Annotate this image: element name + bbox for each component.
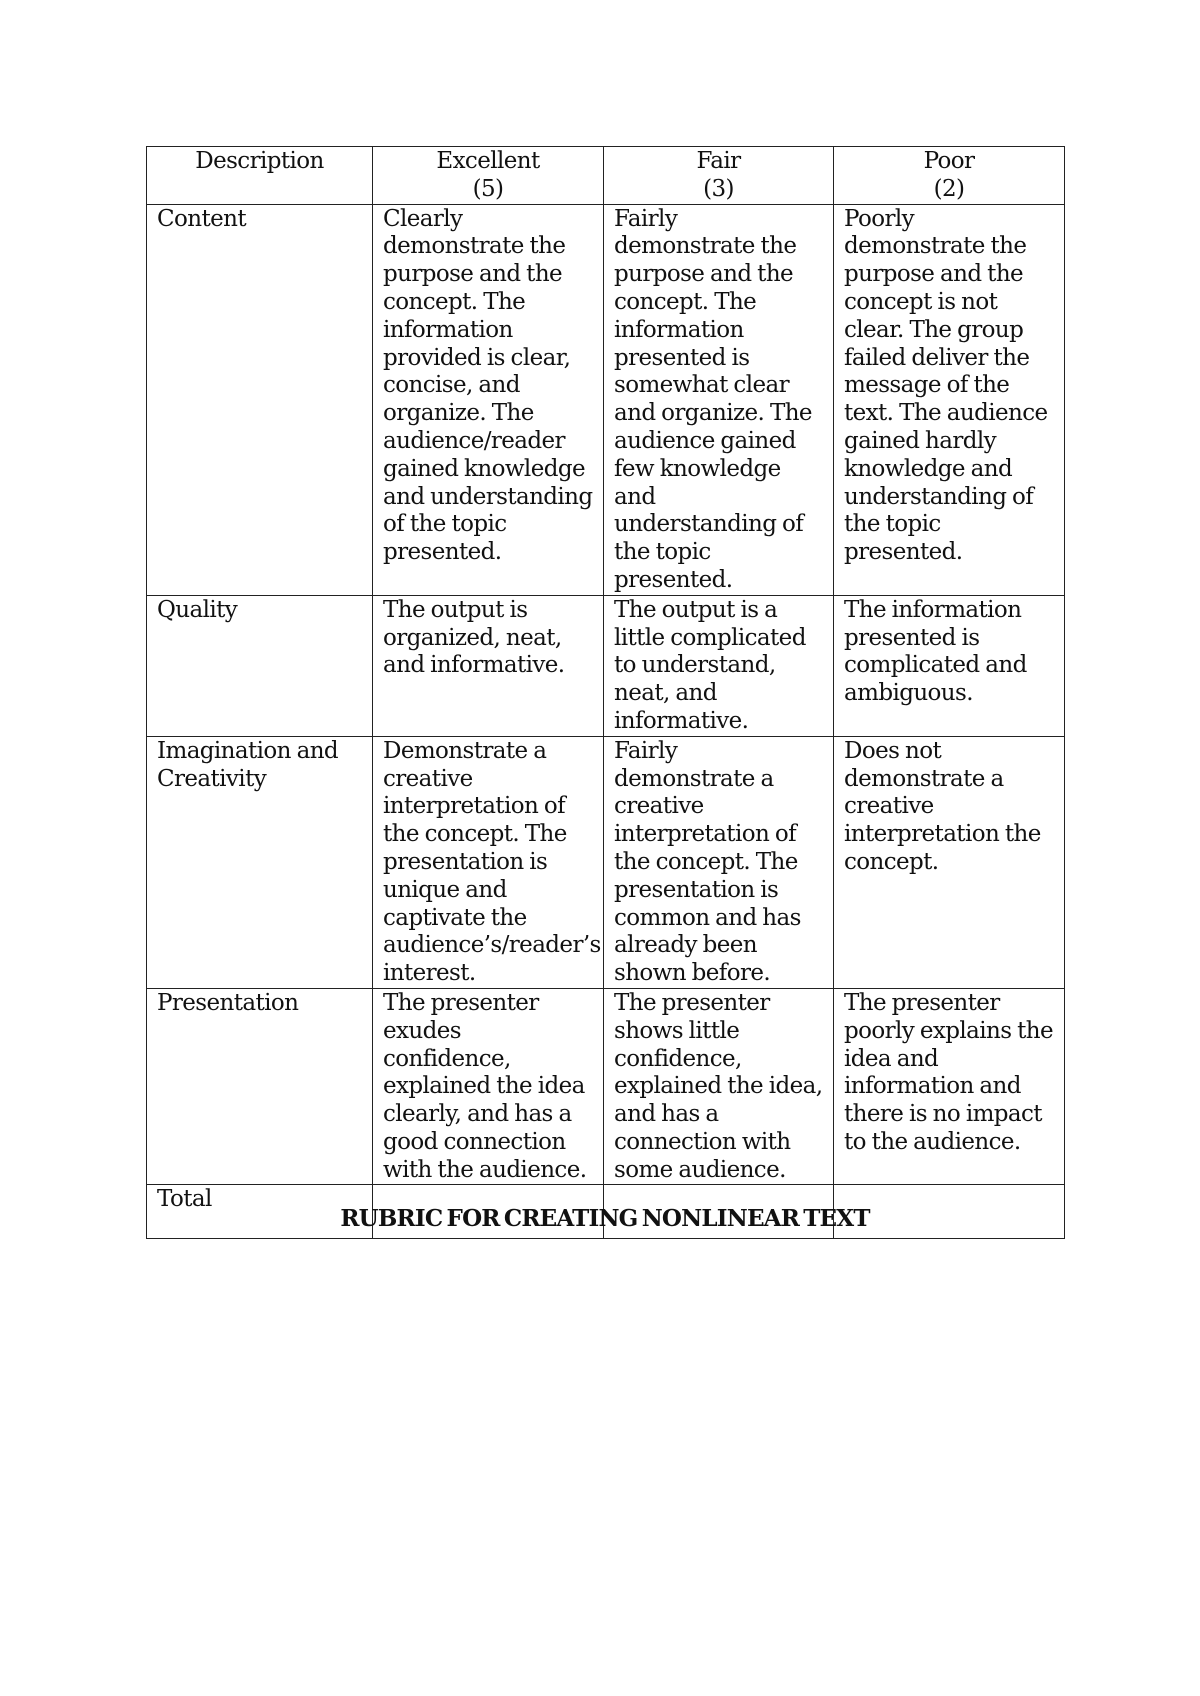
poor-cell: The presenter poorly explains the idea and information and there is no impact to the audience. [834,988,1065,1185]
total-label: Total [147,1185,373,1239]
excellent-cell: Demonstrate a creative interpretation of the concept. The presentation is unique and captivate the audience’s/reader’s interest. [373,736,604,988]
header-excellent-points: (5) [472,175,504,202]
fair-cell: The output is a little complicated to understand, neat, and informative. [604,595,834,736]
header-fair-points: (3) [703,175,734,202]
criterion-cell: Quality [147,595,373,736]
header-poor-label: Poor [923,148,975,174]
header-fair-label: Fair [696,148,741,174]
criterion-cell: Presentation [147,988,373,1185]
table-caption: RUBRIC FOR CREATING NONLINEAR TEXT [340,1205,870,1232]
rubric-table [146,146,1065,1239]
header-fair [604,147,834,205]
header-poor-points: (2) [933,175,965,202]
fair-cell: The presenter shows little confidence, explained the idea, and has a connection with some audience. [604,988,834,1185]
header-excellent [373,147,604,205]
poor-cell: The information presented is complicated and ambiguous. [834,595,1065,736]
excellent-cell: The output is organized, neat, and informative. [373,595,604,736]
excellent-cell: The presenter exudes confidence, explained the idea clearly, and has a good connection with the audience. [373,988,604,1185]
fair-cell: Fairly demonstrate a creative interpretation of the concept. The presentation is common and has already been shown before. [604,736,834,988]
poor-cell: Poorly demonstrate the purpose and the concept is not clear. The group failed deliver the message of the text. The audience gained hardly knowledge and understanding of the topic presented. [834,204,1065,595]
header-poor [834,147,1065,205]
criterion-cell: Imagination and Creativity [147,736,373,988]
table-header-row [147,147,1065,205]
poor-cell: Does not demonstrate a creative interpretation the concept. [834,736,1065,988]
fair-cell: Fairly demonstrate the purpose and the concept. The information presented is somewhat clear and organize. The audience gained few knowledge and understanding of the topic presented. [604,204,834,595]
table-row [147,595,1065,736]
header-excellent-label: Excellent [436,148,540,174]
table-row [147,204,1065,595]
excellent-cell: Clearly demonstrate the purpose and the concept. The information provided is clear, concise, and organize. The audience/reader gained knowledge and understanding of the topic presented. [373,204,604,595]
criterion-cell: Content [147,204,373,595]
table-row [147,736,1065,988]
header-description: Description [147,147,373,205]
table-row [147,988,1065,1185]
